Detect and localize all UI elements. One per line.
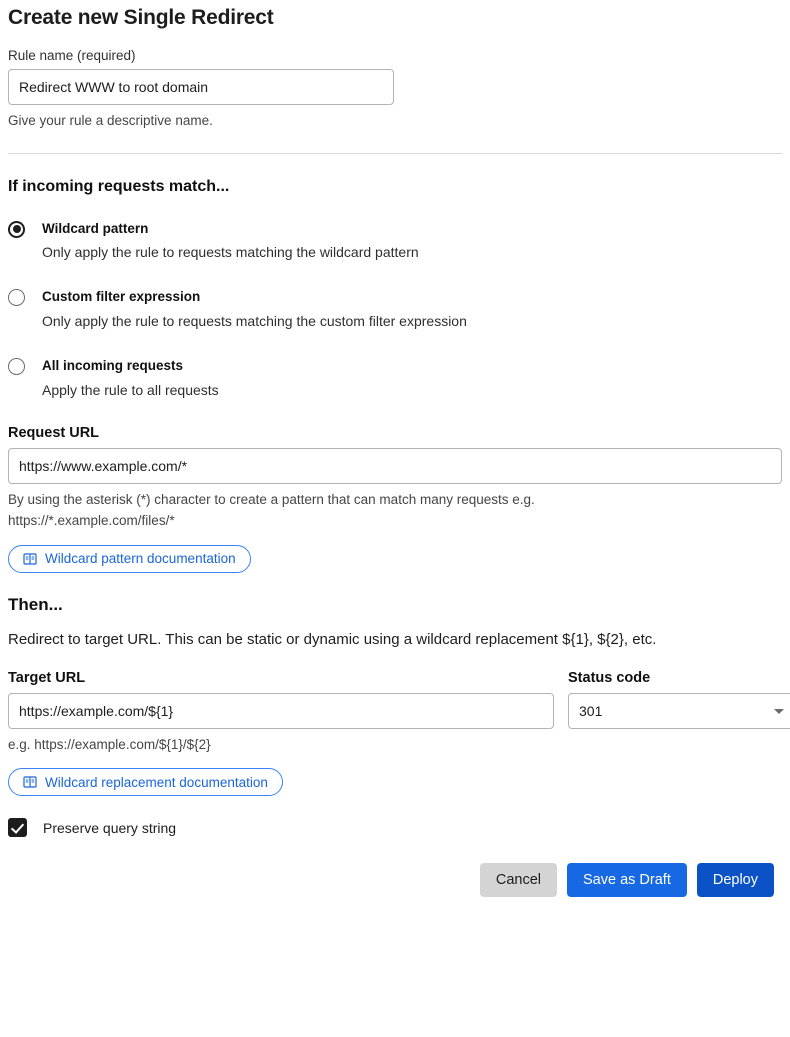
form-actions xyxy=(8,863,782,897)
book-icon xyxy=(23,775,37,789)
radio-icon-unselected[interactable] xyxy=(8,358,25,375)
request-url-helper-line2: https://*.example.com/files/* xyxy=(8,513,175,529)
status-code-select[interactable] xyxy=(568,693,790,729)
rule-name-input[interactable] xyxy=(8,69,394,105)
create-single-redirect-page xyxy=(0,6,790,897)
radio-label-custom-filter-expression: Custom filter expression xyxy=(42,289,201,305)
rule-name-helper: Give your rule a descriptive name. xyxy=(8,113,213,128)
checkbox-checked-icon[interactable] xyxy=(8,818,27,837)
target-url-helper: e.g. https://example.com/${1}/${2} xyxy=(8,736,211,752)
page-title: Create new Single Redirect xyxy=(8,6,274,29)
radio-desc-wildcard-pattern: Only apply the rule to requests matching the wildcard pattern xyxy=(42,244,419,261)
deploy-button[interactable]: Deploy xyxy=(697,863,774,897)
wildcard-pattern-documentation-link[interactable] xyxy=(8,545,251,573)
request-url-label: Request URL xyxy=(8,424,100,441)
match-section-title: If incoming requests match... xyxy=(8,177,230,195)
doc-pill-label: Wildcard replacement documentation xyxy=(45,774,268,790)
status-code-value: 301 xyxy=(579,702,603,719)
save-as-draft-button[interactable]: Save as Draft xyxy=(567,863,687,897)
radio-label-all-incoming-requests: All incoming requests xyxy=(42,358,184,374)
status-code-label: Status code xyxy=(568,669,651,686)
match-radio-group xyxy=(8,220,782,399)
target-url-label: Target URL xyxy=(8,669,86,686)
cancel-button[interactable]: Cancel xyxy=(480,863,557,897)
section-divider xyxy=(8,153,782,154)
wildcard-replacement-documentation-link[interactable] xyxy=(8,768,283,796)
request-url-helper-line1: By using the asterisk (*) character to create a pattern that can match many requests e.g. xyxy=(8,491,535,507)
request-url-input[interactable] xyxy=(8,448,782,484)
radio-option-all-incoming-requests[interactable] xyxy=(8,357,782,399)
book-icon xyxy=(23,552,37,566)
radio-option-custom-filter-expression[interactable] xyxy=(8,288,782,330)
target-and-status-row xyxy=(8,670,782,729)
then-section-description: Redirect to target URL. This can be static or dynamic using a wildcard replacement ${1}, ${2}, etc. xyxy=(8,630,657,648)
radio-option-wildcard-pattern[interactable] xyxy=(8,220,782,262)
radio-label-wildcard-pattern: Wildcard pattern xyxy=(42,220,149,236)
radio-icon-unselected[interactable] xyxy=(8,289,25,306)
target-url-input[interactable] xyxy=(8,693,554,729)
rule-name-label: Rule name (required) xyxy=(8,48,136,63)
radio-desc-all-incoming-requests: Apply the rule to all requests xyxy=(42,381,219,398)
preserve-query-string-row[interactable] xyxy=(8,818,782,837)
radio-icon-selected[interactable] xyxy=(8,221,25,238)
radio-desc-custom-filter-expression: Only apply the rule to requests matching the custom filter expression xyxy=(42,312,467,329)
doc-pill-label: Wildcard pattern documentation xyxy=(45,551,236,567)
preserve-query-string-label: Preserve query string xyxy=(43,819,177,836)
then-section-title: Then... xyxy=(8,594,63,614)
